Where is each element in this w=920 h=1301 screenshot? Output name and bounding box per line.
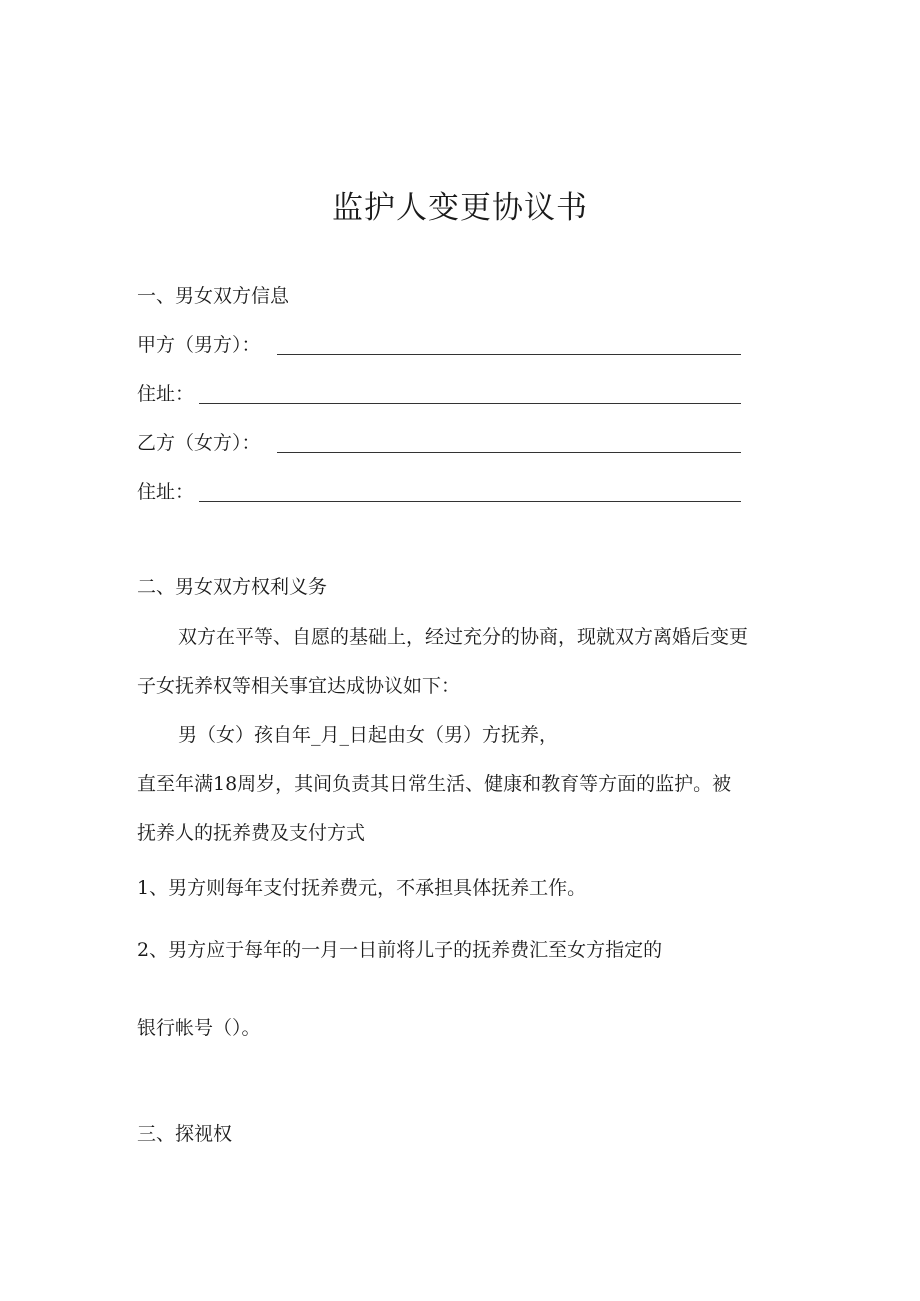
section1-heading: 一、男女双方信息 [137, 285, 290, 307]
payment-item-2-continued: 银行帐号（）。 [137, 1017, 261, 1039]
section2-heading: 二、男女双方权利义务 [137, 576, 328, 598]
party-a-blank-line[interactable] [277, 354, 741, 355]
party-b-address-field[interactable] [137, 479, 741, 505]
section3-heading: 三、探视权 [137, 1123, 233, 1145]
paragraph2-line1: 男（女）孩自年_月_日起由女（男）方抚养， [178, 724, 559, 746]
paragraph2-line2: 直至年满18周岁，其间负责其日常生活、健康和教育等方面的监护。被 [137, 773, 732, 795]
paragraph1-line1: 双方在平等、自愿的基础上，经过充分的协商，现就双方离婚后变更 [178, 626, 749, 648]
party-b-address-label: 住址： [137, 481, 195, 503]
party-a-field[interactable] [137, 332, 741, 358]
party-a-label: 甲方（男方）： [137, 334, 261, 356]
payment-item-2: 2、男方应于每年的一月一日前将儿子的抚养费汇至女方指定的 [137, 939, 663, 961]
paragraph1-line2: 子女抚养权等相关事宜达成协议如下： [137, 675, 461, 697]
party-a-address-label: 住址： [137, 383, 195, 405]
party-a-address-field[interactable] [137, 381, 741, 407]
party-b-address-blank-line[interactable] [199, 501, 741, 502]
party-a-address-blank-line[interactable] [199, 403, 741, 404]
paragraph2-line3: 抚养人的抚养费及支付方式 [137, 822, 366, 844]
party-b-field[interactable] [137, 430, 741, 456]
document-title: 监护人变更协议书 [332, 190, 588, 226]
party-b-label: 乙方（女方）： [137, 432, 261, 454]
payment-item-1: 1、男方则每年支付抚养费元，不承担具体抚养工作。 [137, 877, 587, 899]
party-b-blank-line[interactable] [277, 452, 741, 453]
